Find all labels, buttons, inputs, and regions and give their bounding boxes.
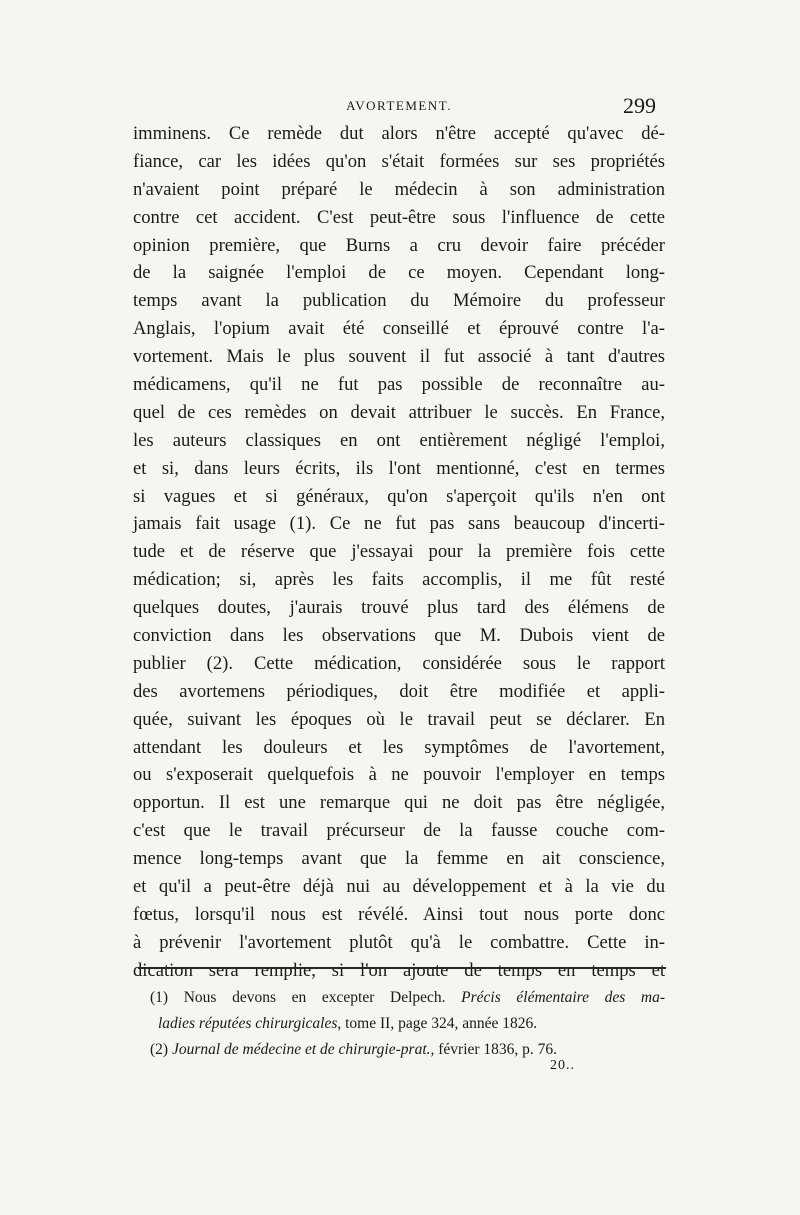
body-line: jamais fait usage (1). Ce ne fut pas sans beaucoup d'incerti- xyxy=(133,513,665,535)
body-line: quel de ces remèdes on devait attribuer le succès. En France, xyxy=(133,401,665,423)
body-line: vortement. Mais le plus souvent il fut associé à tant d'autres xyxy=(133,346,665,368)
body-line: n'avaient point préparé le médecin à son administration xyxy=(133,178,665,200)
body-line: opinion première, que Burns a cru devoir faire précéder xyxy=(133,234,665,256)
body-line: médicamens, qu'il ne fut pas possible de reconnaître au- xyxy=(133,374,665,396)
body-line: attendant les douleurs et les symptômes de l'avortement, xyxy=(133,736,665,758)
body-line: et qu'il a peut-être déjà nui au développement et à la vie du xyxy=(133,876,665,898)
body-line: fœtus, lorsqu'il nous est révélé. Ainsi tout nous porte donc xyxy=(133,903,665,925)
body-line: mence long-temps avant que la femme en ait conscience, xyxy=(133,848,665,870)
body-text xyxy=(133,120,665,985)
body-line: à prévenir l'avortement plutôt qu'à le combattre. Cette in- xyxy=(133,931,665,953)
signature-mark: 20.. xyxy=(550,1058,575,1073)
page-number: 299 xyxy=(623,93,656,118)
footnote-2: (2) Journal de médecine et de chirurgie-prat., février 1836, p. 76. xyxy=(150,1041,558,1058)
body-line: médication; si, après les faits accomplis, il me fût resté xyxy=(133,569,665,591)
body-line: opportun. Il est une remarque qui ne doit pas être négligée, xyxy=(133,792,665,814)
body-line: c'est que le travail précurseur de la fausse couche com- xyxy=(133,820,665,842)
body-line: publier (2). Cette médication, considérée sous le rapport xyxy=(133,652,665,674)
body-line: les auteurs classiques en ont entièrement négligé l'emploi, xyxy=(133,429,665,451)
body-line: si vagues et si généraux, qu'on s'aperçoit qu'ils n'en ont xyxy=(133,485,665,507)
footnote-rule xyxy=(138,967,666,969)
footnote-1-line-2: ladies réputées chirurgicales, tome II, page 324, année 1826. xyxy=(158,1015,538,1032)
body-line: des avortemens périodiques, doit être modifiée et appli- xyxy=(133,680,665,702)
body-line: quée, suivant les époques où le travail peut se déclarer. En xyxy=(133,708,665,730)
body-line: Anglais, l'opium avait été conseillé et éprouvé contre l'a- xyxy=(133,318,665,340)
body-line: contre cet accident. C'est peut-être sous l'influence de cette xyxy=(133,206,665,228)
body-line: dication sera remplie, si l'on ajoute de temps en temps et xyxy=(133,959,665,981)
body-line: imminens. Ce remède dut alors n'être accepté qu'avec dé- xyxy=(133,123,665,144)
running-title: AVORTEMENT. xyxy=(346,98,452,113)
body-line: fiance, car les idées qu'on s'était formées sur ses propriétés xyxy=(133,150,665,172)
footnotes xyxy=(150,985,665,1063)
body-line: temps avant la publication du Mémoire du professeur xyxy=(133,290,665,312)
body-line: de la saignée l'emploi de ce moyen. Cependant long- xyxy=(133,262,665,284)
body-line: conviction dans les observations que M. Dubois vient de xyxy=(133,625,665,647)
body-line: tude et de réserve que j'essayai pour la première fois cette xyxy=(133,541,665,563)
footnote-1-line-1: (1) Nous devons en excepter Delpech. Précis élémentaire des ma- xyxy=(150,989,666,1006)
body-line: et si, dans leurs écrits, ils l'ont mentionné, c'est en termes xyxy=(133,457,665,479)
page-header xyxy=(138,93,660,117)
body-line: quelques doutes, j'aurais trouvé plus tard des élémens de xyxy=(133,597,665,619)
body-line: ou s'exposerait quelquefois à ne pouvoir l'employer en temps xyxy=(133,764,665,786)
